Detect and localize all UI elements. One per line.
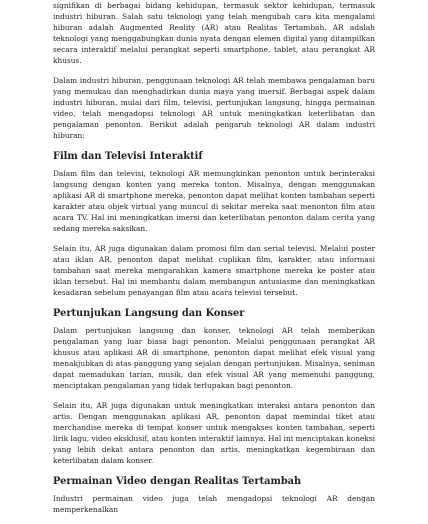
- overview-paragraph: Dalam industri hiburan, penggunaan teknologi AR telah membawa pengalaman baru yang memukau dan menghadirkan dunia maya yang imersif. Berbagai aspek dalam industri hiburan, mulai dari film, televisi, pertunjukan langsung, hingga permainan video, telah mengadopsi teknologi AR untuk meningkatkan keterlibatan dan pengalaman penonton. Berikut adalah pengaruh teknologi AR dalam industri hiburan:: [53, 76, 375, 140]
- section-heading-concert: Pertunjukan Langsung dan Konser: [53, 308, 245, 319]
- games-paragraph-1: Industri permainan video juga telah mengadopsi teknologi AR dengan memperkenalkan: [53, 494, 375, 514]
- document-page: [53, 0, 375, 524]
- concert-paragraph-1: Dalam pertunjukan langsung dan konser, teknologi AR telah memberikan pengalaman yang luar biasa bagi penonton. Melalui penggunaan perangkat AR khusus atau aplikasi AR di smartphone, penonton dapat melihat efek visual yang menakjubkan di atas panggung yang sejalan dengan pertunjukan. Misalnya, seniman dapat memadukan tarian, musik, dan efek visual AR yang memenuhi panggung, menciptakan pengalaman yang tidak terlupakan bagi penonton.: [53, 326, 375, 390]
- section-heading-games: Permainan Video dengan Realitas Tertambah: [53, 476, 302, 487]
- section-heading-film: Film dan Televisi Interaktif: [53, 151, 203, 162]
- film-paragraph-2: Selain itu, AR juga digunakan dalam promosi film dan serial televisi. Melalui poster atau iklan AR, penonton dapat melihat cuplikan film, karakter, atau informasi tambahan saat mereka mengarahkan kamera smartphone mereka ke poster atau iklan tersebut. Hal ini membantu dalam membangun antusiasme dan meningkatkan kesadaran sebelum penayangan film atau acara televisi tersebut.: [53, 244, 375, 297]
- film-paragraph-1: Dalam film dan televisi, teknologi AR memungkinkan penonton untuk berinteraksi langsung dengan konten yang mereka tonton. Misalnya, dengan menggunakan aplikasi AR di smartphone mereka, penonton dapat melihat konten tambahan seperti karakter atau objek virtual yang muncul di sekitar mereka saat menonton film atau acara TV. Hal ini meningkatkan imersi dan keterlibatan penonton dalam cerita yang sedang mereka saksikan.: [53, 169, 375, 233]
- intro-paragraph: signifikan di berbagai bidang kehidupan, termasuk sektor kehidupan, termasuk industri hiburan. Salah satu teknologi yang telah mengubah cara kita mengalami hiburan adalah Augmented Reality (AR) atau Realitas Tertambah. AR adalah teknologi yang menggabungkan dunia nyata dengan elemen digital yang ditampilkan secara interaktif melalui perangkat seperti smartphone, tablet, atau perangkat AR khusus.: [53, 1, 375, 65]
- concert-paragraph-2: Selain itu, AR juga digunakan untuk meningkatkan interaksi antara penonton dan artis. Dengan menggunakan aplikasi AR, penonton dapat memindai tiket atau merchandise mereka di tempat konser untuk mengakses konten tambahan, seperti lirik lagu, video eksklusif, atau konten interaktif lainnya. Hal ini menciptakan koneksi yang lebih dekat antara penonton dan artis, meningkatkan kegembiraan dan keterlibatan dalam konser.: [53, 401, 375, 465]
